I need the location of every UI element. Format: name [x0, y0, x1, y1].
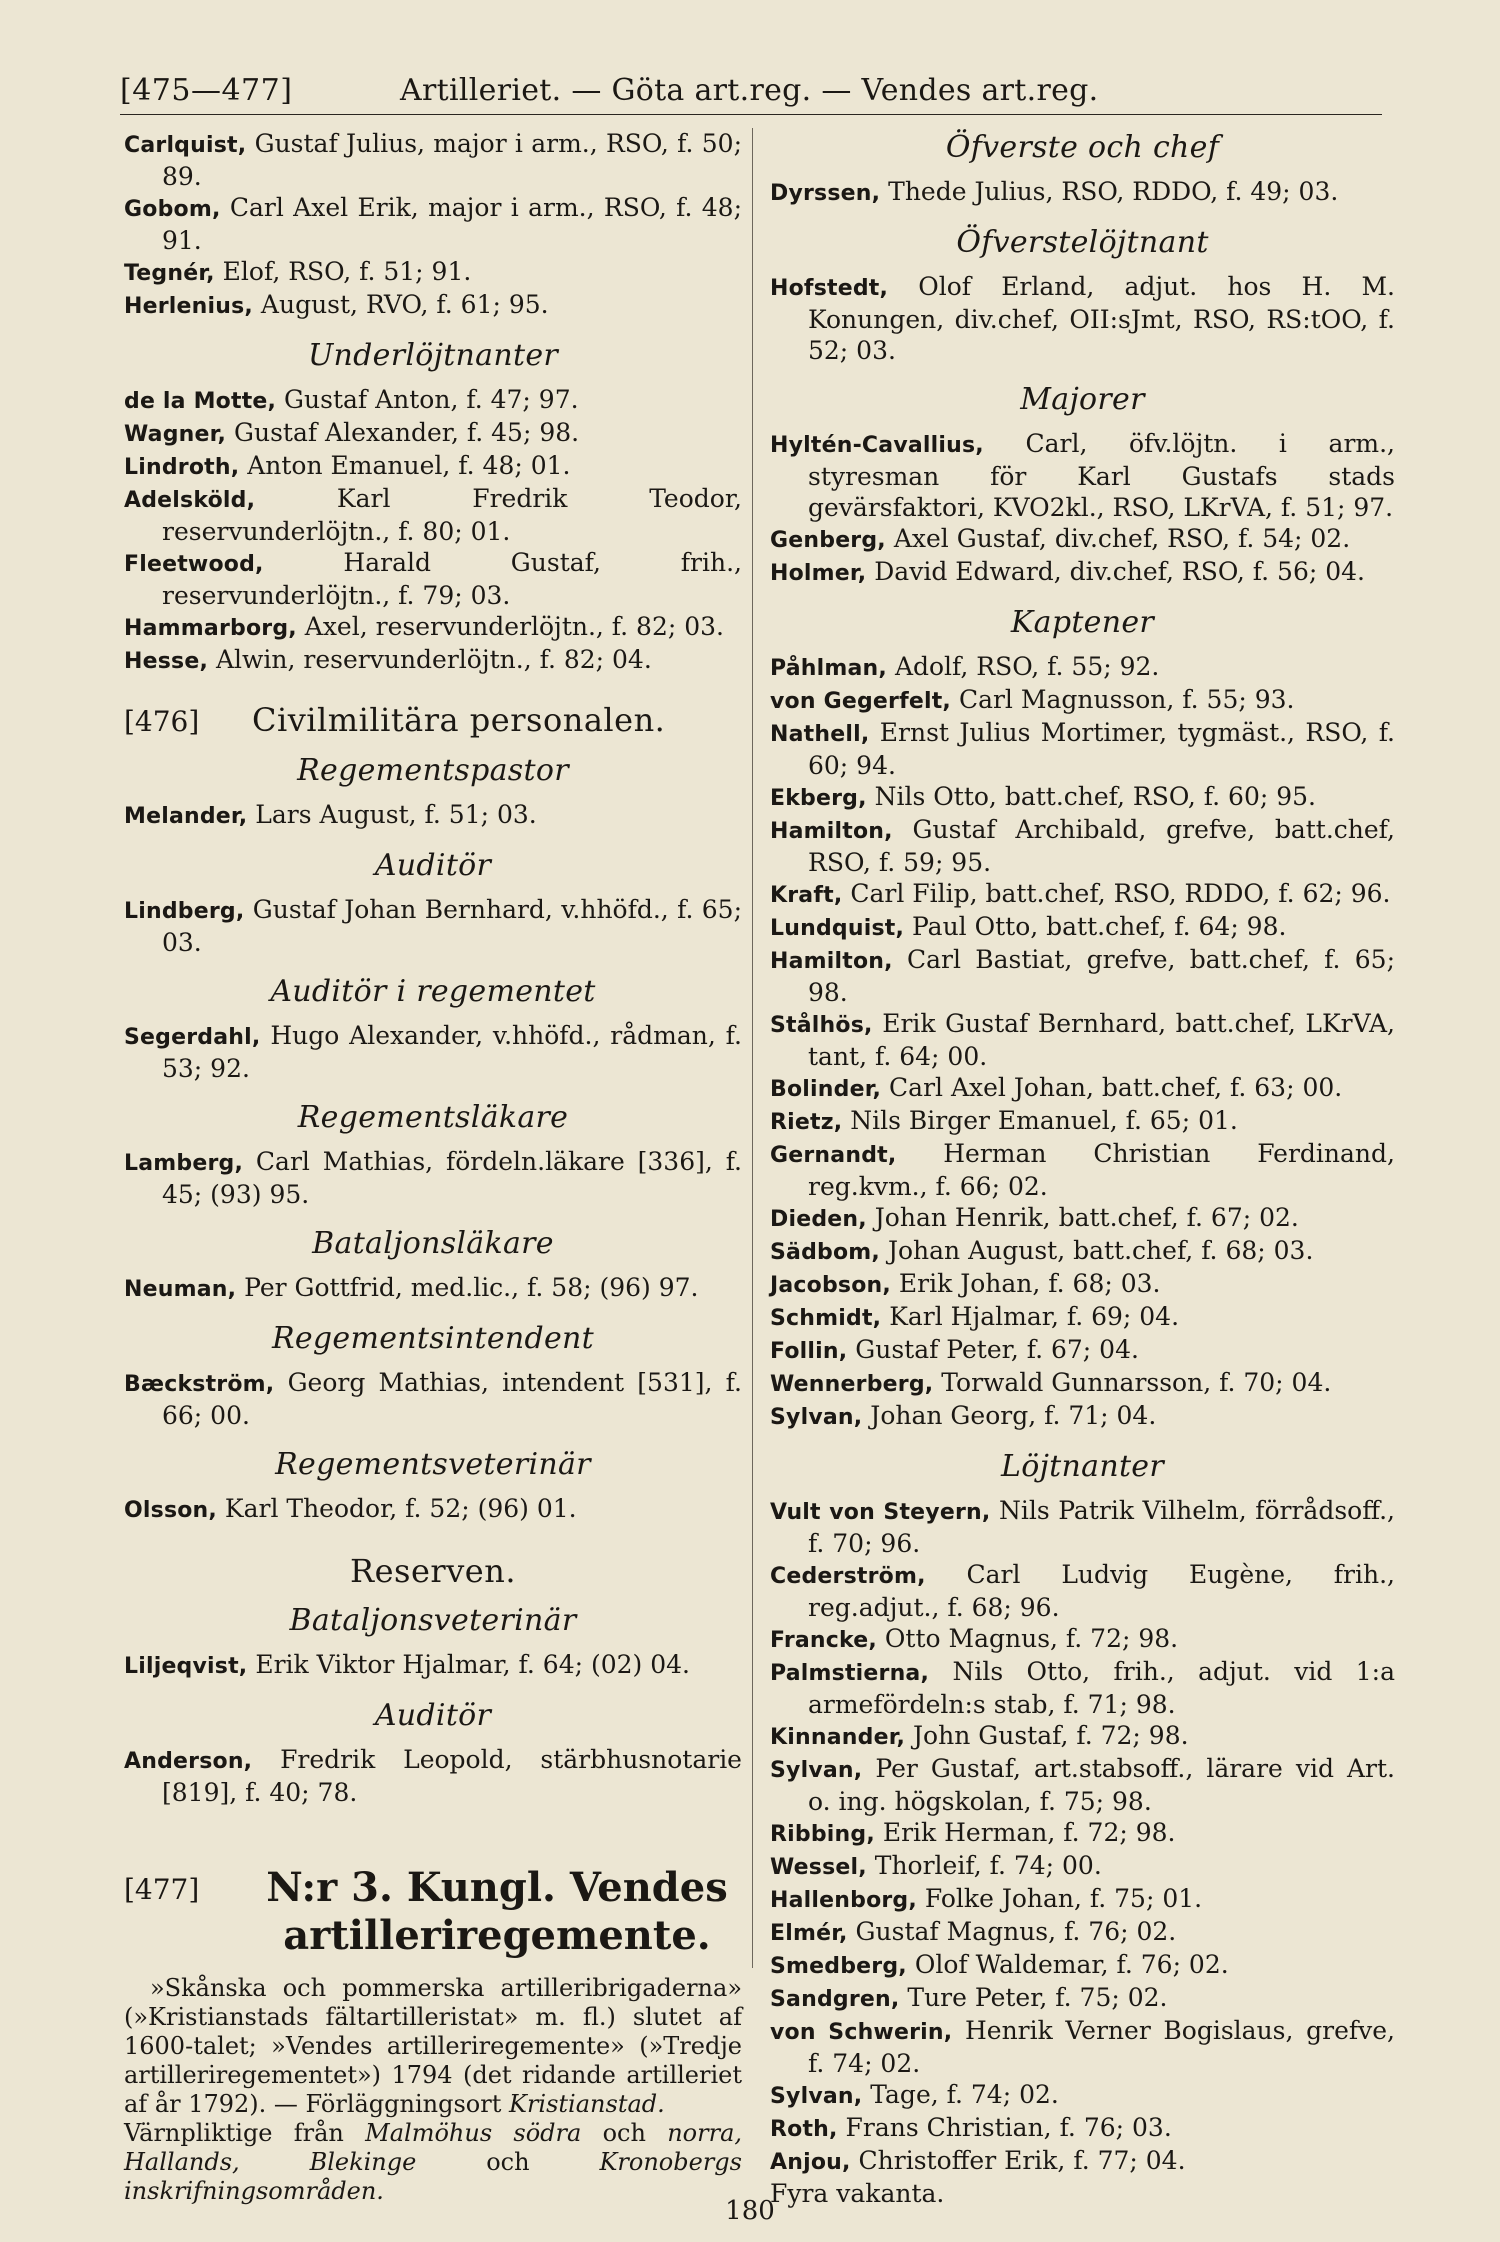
- list-item: [770, 878, 1395, 911]
- person-details: Axel, reservunderlöjtn., f. 82; 03.: [304, 612, 724, 641]
- person-name: Gernandt,: [770, 1143, 897, 1168]
- person-details: Folke Johan, f. 75; 01.: [924, 1884, 1203, 1913]
- right-column: [770, 128, 1395, 2209]
- entry-bat-lakare: Neuman, Per Gottfrid, med.lic., f. 58; (96) 97.: [124, 1273, 699, 1302]
- entry-auditor-reg: Segerdahl, Hugo Alexander, v.hhöfd., rådman, f. 53; 92.: [124, 1021, 742, 1083]
- person-details: Gustaf Julius, major i arm., RSO, f. 50; 89.: [162, 129, 742, 191]
- person-name: Ekberg,: [770, 786, 867, 811]
- person-name: Cederström,: [770, 1564, 926, 1589]
- regiment-mark: [477]: [124, 1873, 200, 1906]
- list-item: [770, 911, 1395, 944]
- list-item: [770, 1334, 1395, 1367]
- person-details: John Gustaf, f. 72; 98.: [913, 1721, 1189, 1750]
- person-details: Axel Gustaf, div.chef, RSO, f. 54; 02.: [893, 524, 1351, 553]
- person-details: August, RVO, f. 61; 95.: [260, 290, 549, 319]
- list-item: [124, 547, 742, 611]
- list-item: [770, 1268, 1395, 1301]
- person-name: de la Motte,: [124, 389, 277, 414]
- person-name: Hammarborg,: [124, 616, 297, 641]
- subheading-bat-lakare: Bataljonsläkare: [312, 1226, 554, 1261]
- header-title: Artilleriet. — Göta art.reg. — Vendes art.reg.: [400, 73, 1099, 108]
- officer-list-lojtnanter: [770, 1495, 1395, 2178]
- person-details: Gustaf Archibald, grefve, batt.chef, RSO, f. 59; 95.: [808, 815, 1395, 877]
- person-name: Bolinder,: [770, 1077, 882, 1102]
- civil-section-heading: [124, 701, 742, 739]
- person-name: Lindroth,: [124, 455, 240, 480]
- person-name: Anjou,: [770, 2150, 851, 2175]
- entry-bat-vet: Liljeqvist, Erik Viktor Hjalmar, f. 64; (02) 04.: [124, 1650, 690, 1679]
- person-name: Hamilton,: [770, 819, 893, 844]
- list-item: [770, 1850, 1395, 1883]
- list-item: [770, 1301, 1395, 1334]
- person-details: Nils Otto, frih., adjut. vid 1:a armefördeln:s stab, f. 71; 98.: [808, 1657, 1395, 1719]
- person-name: Tegnér,: [124, 261, 215, 286]
- entry-ofverste: Dyrssen, Thede Julius, RSO, RDDO, f. 49; 03.: [770, 177, 1339, 206]
- person-name: Sylvan,: [770, 1405, 863, 1430]
- regiment-conscripts: Värnpliktige från Malmöhus södra och norra, Hallands, Blekinge och Kronobergs inskrifningsområden.: [124, 2119, 743, 2205]
- person-details: Carl Axel Johan, batt.chef, f. 63; 00.: [889, 1073, 1343, 1102]
- list-item: [770, 1817, 1395, 1850]
- person-name: Hamilton,: [770, 949, 893, 974]
- person-details: Gustaf Alexander, f. 45; 98.: [234, 418, 580, 447]
- person-details: Nils Birger Emanuel, f. 65; 01.: [850, 1106, 1238, 1135]
- list-item: [124, 450, 742, 483]
- person-name: von Schwerin,: [770, 2020, 953, 2045]
- list-item: [770, 1138, 1395, 1202]
- person-name: Adelsköld,: [124, 488, 256, 513]
- person-details: Herman Christian Ferdinand, reg.kvm., f. 66; 02.: [808, 1139, 1395, 1201]
- person-details: Ture Peter, f. 75; 02.: [907, 1983, 1168, 2012]
- list-item: [770, 2079, 1395, 2112]
- subheading-intendent: Regementsintendent: [271, 1321, 595, 1356]
- regiment-title: N:r 3. Kungl. Vendes artilleriregemente.: [266, 1864, 728, 1959]
- person-name: Wessel,: [770, 1855, 867, 1880]
- person-name: von Gegerfelt,: [770, 689, 951, 714]
- regiment-heading: [124, 1864, 742, 1960]
- person-details: Anton Emanuel, f. 48; 01.: [247, 451, 571, 480]
- subheading-pastor: Regementspastor: [297, 753, 569, 788]
- person-details: Gustaf Peter, f. 67; 04.: [855, 1335, 1139, 1364]
- list-item: [770, 1400, 1395, 1433]
- person-details: Per Gustaf, art.stabsoff., lärare vid Art. o. ing. högskolan, f. 75; 98.: [808, 1754, 1395, 1816]
- person-details: Erik Gustaf Bernhard, batt.chef, LKrVA, tant, f. 64; 00.: [808, 1009, 1395, 1071]
- list-item: [124, 644, 742, 677]
- list-item: [124, 417, 742, 450]
- list-item: [770, 1916, 1395, 1949]
- person-details: Olof Waldemar, f. 76; 02.: [914, 1950, 1229, 1979]
- person-name: Ribbing,: [770, 1822, 875, 1847]
- subheading-ofverstelojtnant: Öfverstelöjtnant: [956, 225, 1209, 260]
- person-details: Paul Otto, batt.chef, f. 64; 98.: [911, 912, 1287, 941]
- person-details: Carl Magnusson, f. 55; 93.: [958, 685, 1295, 714]
- list-item: [770, 781, 1395, 814]
- entry-pastor: Melander, Lars August, f. 51; 03.: [124, 800, 537, 829]
- person-name: Hyltén-Cavallius,: [770, 433, 984, 458]
- subheading-auditor-reg: Auditör i regementet: [270, 974, 596, 1009]
- section-mark: [476]: [124, 705, 200, 738]
- subheading-kaptener: Kaptener: [1010, 605, 1155, 640]
- person-name: Rietz,: [770, 1110, 843, 1135]
- subheading-lakare: Regementsläkare: [297, 1100, 569, 1135]
- person-name: Vult von Steyern,: [770, 1500, 991, 1525]
- list-item: [770, 1008, 1395, 1072]
- person-details: Johan Henrik, batt.chef, f. 67; 02.: [874, 1203, 1299, 1232]
- entry-veterinar: Olsson, Karl Theodor, f. 52; (96) 01.: [124, 1494, 577, 1523]
- person-name: Kraft,: [770, 883, 843, 908]
- person-name: Gobom,: [124, 197, 221, 222]
- list-item: [770, 1367, 1395, 1400]
- person-details: Alwin, reservunderlöjtn., f. 82; 04.: [215, 645, 652, 674]
- list-item: [770, 2145, 1395, 2178]
- list-item: [770, 1559, 1395, 1623]
- list-item: [770, 1072, 1395, 1105]
- header-page-range: [475—477]: [120, 73, 293, 108]
- subheading-auditor: Auditör: [374, 848, 492, 883]
- list-item: [770, 556, 1395, 589]
- person-details: Ernst Julius Mortimer, tygmäst., RSO, f. 60; 94.: [808, 718, 1395, 780]
- list-item: [770, 1982, 1395, 2015]
- person-name: Nathell,: [770, 722, 870, 747]
- column-divider: [752, 128, 753, 1968]
- list-item: [770, 684, 1395, 717]
- person-name: Jacobson,: [770, 1273, 891, 1298]
- person-details: Erik Herman, f. 72; 98.: [882, 1818, 1176, 1847]
- person-name: Dieden,: [770, 1207, 867, 1232]
- list-item: [770, 944, 1395, 1008]
- person-details: Tage, f. 74; 02.: [870, 2080, 1059, 2109]
- list-item: [124, 192, 742, 256]
- person-name: Francke,: [770, 1628, 877, 1653]
- person-details: Henrik Verner Bogislaus, grefve, f. 74; 02.: [808, 2016, 1395, 2078]
- running-header: [120, 62, 1382, 115]
- entry-auditor2: Anderson, Fredrik Leopold, stärbhusnotarie [819], f. 40; 78.: [124, 1745, 742, 1807]
- person-name: Schmidt,: [770, 1306, 882, 1331]
- left-column: [124, 128, 742, 2206]
- person-name: Påhlman,: [770, 656, 887, 681]
- person-name: Fleetwood,: [124, 552, 264, 577]
- person-details: Johan August, batt.chef, f. 68; 03.: [887, 1236, 1314, 1265]
- person-name: Genberg,: [770, 528, 886, 553]
- person-name: Sylvan,: [770, 1758, 863, 1783]
- list-item: [124, 256, 742, 289]
- list-item: [770, 2015, 1395, 2079]
- list-item: [770, 717, 1395, 781]
- entry-intendent: Bæckström, Georg Mathias, intendent [531], f. 66; 00.: [124, 1368, 742, 1430]
- person-name: Sylvan,: [770, 2084, 863, 2109]
- person-name: Stålhös,: [770, 1013, 873, 1038]
- list-item: [770, 1753, 1395, 1817]
- person-details: Karl Fredrik Teodor, reservunderlöjtn., f. 80; 01.: [162, 484, 742, 546]
- person-details: Karl Hjalmar, f. 69; 04.: [889, 1302, 1180, 1331]
- entry-auditor: Lindberg, Gustaf Johan Bernhard, v.hhöfd., f. 65; 03.: [124, 895, 742, 957]
- list-item: [124, 128, 742, 192]
- person-details: Harald Gustaf, frih., reservunderlöjtn., f. 79; 03.: [162, 548, 742, 610]
- person-name: Elmér,: [770, 1921, 848, 1946]
- list-item: [770, 1495, 1395, 1559]
- person-name: Hesse,: [124, 649, 209, 674]
- list-item: [770, 523, 1395, 556]
- person-details: Carl Axel Erik, major i arm., RSO, f. 48; 91.: [162, 193, 743, 255]
- list-item: [770, 1105, 1395, 1138]
- person-details: Gustaf Anton, f. 47; 97.: [284, 385, 579, 414]
- person-details: Elof, RSO, f. 51; 91.: [222, 257, 472, 286]
- reserven-heading: Reserven.: [350, 1552, 516, 1590]
- subheading-veterinar: Regementsveterinär: [275, 1447, 591, 1482]
- subheading-underlojtnanter: Underlöjtnanter: [307, 338, 559, 373]
- officer-list-kaptener: [770, 651, 1395, 1433]
- officer-list-majorer: [770, 428, 1395, 589]
- officer-list-underlojtnanter: [124, 384, 742, 677]
- section-title: Civilmilitära personalen.: [252, 701, 666, 739]
- list-item: [770, 1202, 1395, 1235]
- person-details: Thorleif, f. 74; 00.: [874, 1851, 1102, 1880]
- person-details: Carl Filip, batt.chef, RSO, RDDO, f. 62; 96.: [850, 879, 1391, 908]
- person-name: Lundquist,: [770, 916, 905, 941]
- person-details: Carl Ludvig Eugène, frih., reg.adjut., f. 68; 96.: [808, 1560, 1395, 1622]
- list-item: [770, 651, 1395, 684]
- page-number: 180: [725, 2196, 775, 2226]
- person-name: Hallenborg,: [770, 1888, 917, 1913]
- list-item: [124, 289, 742, 322]
- person-details: Frans Christian, f. 76; 03.: [845, 2113, 1172, 2142]
- person-details: Christoffer Erik, f. 77; 04.: [858, 2146, 1186, 2175]
- subheading-lojtnanter: Löjtnanter: [1000, 1449, 1165, 1484]
- subheading-majorer: Majorer: [1020, 382, 1145, 417]
- list-item: [124, 384, 742, 417]
- person-name: Follin,: [770, 1339, 848, 1364]
- subheading-auditor2: Auditör: [374, 1698, 492, 1733]
- person-details: Johan Georg, f. 71; 04.: [870, 1401, 1157, 1430]
- person-name: Wennerberg,: [770, 1372, 934, 1397]
- subheading-bat-vet: Bataljonsveterinär: [289, 1603, 577, 1638]
- person-name: Roth,: [770, 2117, 838, 2142]
- person-name: Holmer,: [770, 561, 867, 586]
- list-item: [770, 428, 1395, 523]
- list-item: [770, 1235, 1395, 1268]
- entry-lakare: Lamberg, Carl Mathias, fördeln.läkare [336], f. 45; (93) 95.: [124, 1147, 743, 1209]
- person-details: Gustaf Magnus, f. 76; 02.: [855, 1917, 1177, 1946]
- person-details: Adolf, RSO, f. 55; 92.: [894, 652, 1160, 681]
- person-details: Otto Magnus, f. 72; 98.: [884, 1624, 1179, 1653]
- person-name: Smedberg,: [770, 1954, 907, 1979]
- list-item: [770, 814, 1395, 878]
- person-name: Sandgren,: [770, 1987, 900, 2012]
- person-details: Erik Johan, f. 68; 03.: [898, 1269, 1161, 1298]
- person-name: Carlquist,: [124, 133, 247, 158]
- entry-ofverstelojtnant: Hofstedt, Olof Erland, adjut. hos H. M. Konungen, div.chef, OII:sJmt, RSO, RS:tOO, f. 52; 03.: [770, 272, 1395, 365]
- list-item: [770, 1656, 1395, 1720]
- person-name: Herlenius,: [124, 294, 253, 319]
- person-details: David Edward, div.chef, RSO, f. 56; 04.: [874, 557, 1365, 586]
- list-item: [124, 483, 742, 547]
- list-item: [124, 611, 742, 644]
- person-details: Torwald Gunnarsson, f. 70; 04.: [941, 1368, 1332, 1397]
- person-details: Nils Otto, batt.chef, RSO, f. 60; 95.: [874, 782, 1316, 811]
- list-item: [770, 1949, 1395, 1982]
- person-name: Palmstierna,: [770, 1661, 930, 1686]
- person-details: Carl, öfv.löjtn. i arm., styresman för Karl Gustafs stads gevärsfaktori, KVO2kl., RSO, LKrVA, f. 51; 97.: [808, 429, 1395, 522]
- list-item: [770, 2112, 1395, 2145]
- regiment-history: »Skånska och pommerska artilleribrigaderna» (»Kristianstads fältartilleristat» m. fl.) slutet af 1600-talet; »Vendes artilleriregemente» (»Tredje artilleriregementet») 1794 (det ridande artilleriet af år 1792). — Förläggningsort Kristianstad.: [124, 1974, 742, 2118]
- list-item: [770, 1720, 1395, 1753]
- person-name: Wagner,: [124, 422, 227, 447]
- officer-list-upper: [124, 128, 742, 322]
- vacancies-note: Fyra vakanta.: [770, 2179, 945, 2208]
- list-item: [770, 1883, 1395, 1916]
- subheading-ofverste: Öfverste och chef: [945, 130, 1220, 165]
- person-name: Kinnander,: [770, 1725, 906, 1750]
- person-details: Carl Bastiat, grefve, batt.chef, f. 65; 98.: [808, 945, 1395, 1007]
- person-details: Nils Patrik Vilhelm, förrådsoff., f. 70; 96.: [808, 1496, 1395, 1558]
- list-item: [770, 1623, 1395, 1656]
- person-name: Sädbom,: [770, 1240, 880, 1265]
